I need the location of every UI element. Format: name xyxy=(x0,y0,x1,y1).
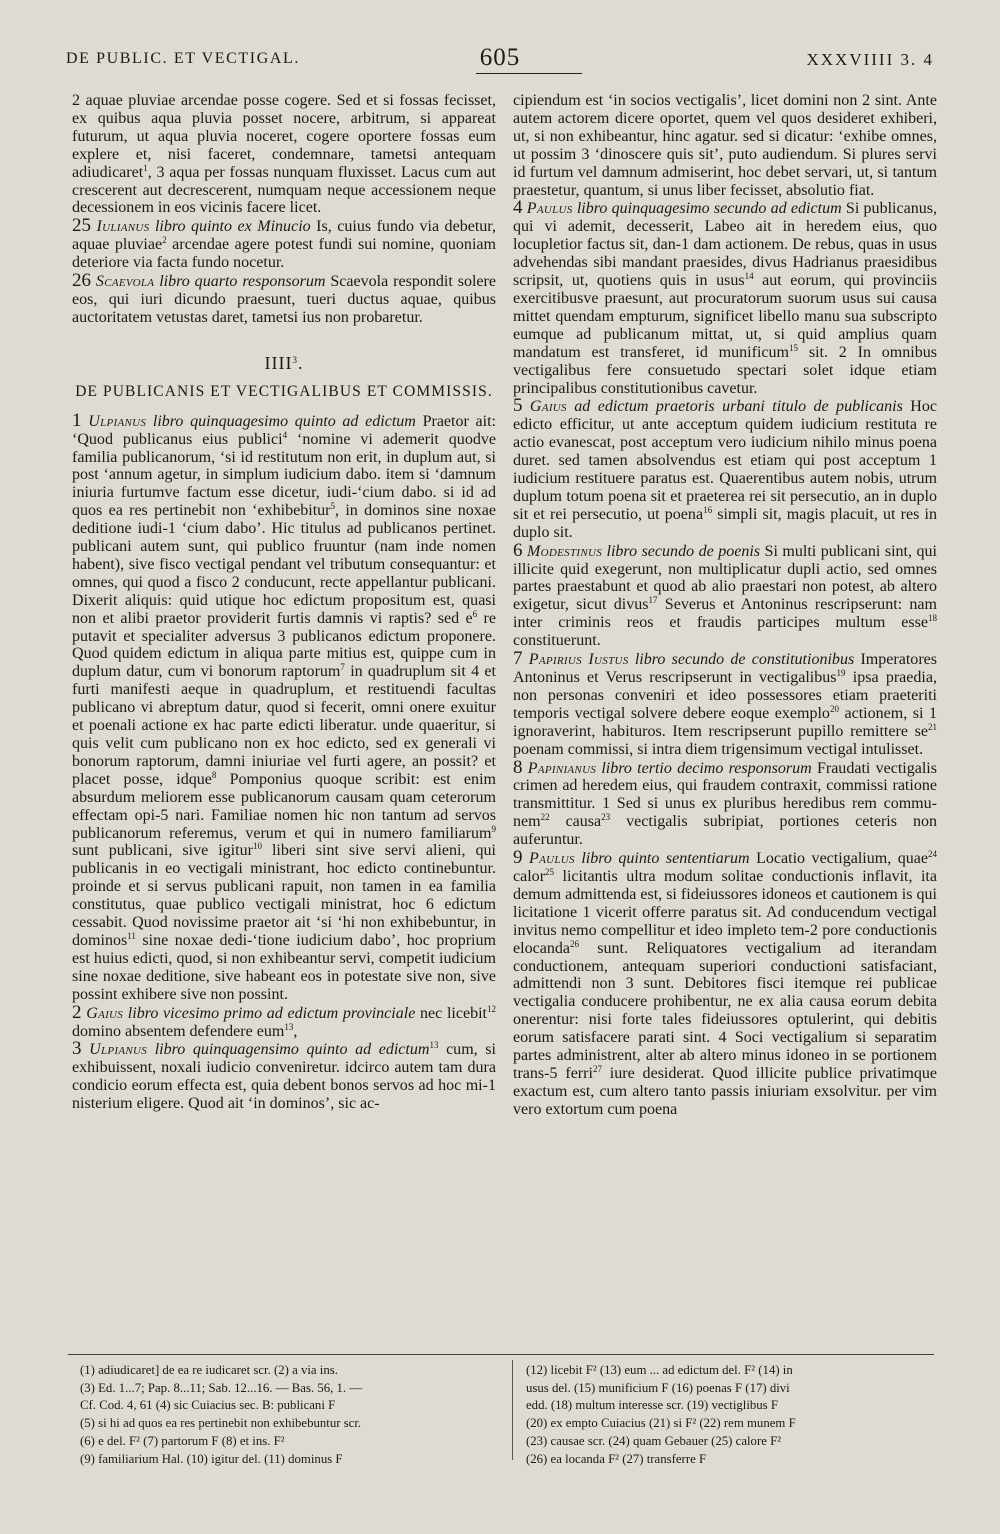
footnote-rule xyxy=(68,1354,934,1355)
fragment-number: 2 xyxy=(72,1001,82,1023)
work-citation: libro quinquagesimo secundo ad edictum xyxy=(576,200,842,218)
work-citation: libro tertio decimo responsorum xyxy=(601,759,812,777)
fragment-1: 1 Ulpianus libro quinquagesimo quinto ad edictum Praetor ait: ‘Quod publicanus eius publici$^4$ ‘nomine vi ademerit quodve familia publicanorum, ‘si id restitutum non erit, in duplum aut, si post ‘annum agetur, in simplum iudicium dabo. item si ‘damnum iniuria furtumve factum esse dicetur, iudi-‘cium dabo. si id ad quos ea res pertinebit non ‘exhibebitur$^5$, in dominos sine noxae deditione iudi-1 ‘cium dabo’. Hic titulus ad publicanos pertinet. publicani autem sunt, qui publico fruuntur (nam inde nomen habent), sive fisco vectigal pendant vel tributum consequantur: et omnes, qui quod a fisco 2 conducunt, recte appellantur publicani. Dixerit aliquis: quid utique hoc edictum propositum est, quasi non et alibi praetor providerit furtis damnis vi raptis? sed $e^6$ re putavit et specialiter adversus 3 publicanos edictum proponere. Quod quidem edictum in aliqua parte mitius est, quippe cum in duplum datur, cum vi bonorum raptorum$^7$ in quadruplum sit 4 et furti manifesti aeque in quadruplum, et restituendi facultas publicano vi abreptum datur, quod si fecerit, omni onere exuitur et poenali actione ex hac parte edicti liberatur. unde quaeritur, si quis velit cum publicano non ex hoc edicto, sed ex generali vi bonorum raptorum, damni iniuriae vel furti agere, an possit? et placet posse, idque$^8$ Pomponius quoque scribit: est enim absurdum meliorem esse publicanorum causam quam ceterorum effectam opi-5 nari. Familiae nomen hic non tantum ad servos publicanorum referemus, verum et qui in numero familiarum$^9$ sunt publicani, sive igitur$^{10}$ liberi sint sive servi alieni, qui publicanis in eo vectigali ministrant, hoc edicto continebuntur. proinde et si servus publicani rapuit, non tamen in ea familia constitutus, quae publico vectigali ministrat, hoc 6 edictum cessabit. Quod novissime praetor ait ‘si ‘hi non exhibebuntur, in dominos$^{11}$ sine noxae dedi-‘tione iudicium dabo’, hoc proprium est huius edicti, quod, si non exhibeantur servi, competit iudicium sine noxae deditione, sive habeant eos in potestate sive non, sive possint exhibere sive non possint. xyxy=(72,409,497,1003)
running-title: DE PUBLIC. ET VECTIGAL. xyxy=(66,50,300,67)
work-citation: libro vicesimo primo ad edictum provinciale xyxy=(127,1004,416,1022)
fragment-number: 6 xyxy=(513,539,523,561)
footnote-line: Cf. Cod. 4, 61 (4) sic Cuiacius sec. B: publicani F xyxy=(80,1398,336,1413)
fragment-4: 4 Paulus libro quinquagesimo secundo ad edictum Si publicanus, qui vi ademit, decesserit, Labeo ait in heredem eius, quo locupletior factus sit, dan-1 dam actionem. De rebus, quas in usus advehendas sibi mandant praesides, divus Hadrianus praesidibus scripsit, ut, quotiens quis in usus$^{14}$ aut eorum, qui provinciis exercitibusve praesunt, aut procuratorum suorum usus sui causa mittet quendam empturum, significet libello manu sua subscripto eumque ad publicanum mittat, ut, si quid amplius quam mandatum est transferet, id munificum$^{15}$ sit. 2 In omnibus vectigalibus fere consuetudo spectari solet idque etiam principalibus constitutionibus cavetur. xyxy=(513,197,937,397)
footnote-line: (3) Ed. 1...7; Pap. 8...11; Sab. 12...16. — Bas. 56, 1. — xyxy=(80,1380,363,1395)
fragment-number: 4 xyxy=(513,197,523,219)
right-column xyxy=(513,92,937,1119)
footnotes-left xyxy=(80,1362,510,1468)
page-number: 605 xyxy=(479,44,521,71)
fragment-number: 1 xyxy=(72,409,82,431)
fragment-2: 2 Gaius libro vicesimo primo ad edictum provinciale nec licebit$^{12}$ domino absentem defendere eum$^{13}$, xyxy=(72,1001,497,1040)
footnote-line: (23) causae scr. (24) quam Gebauer (25) calore F² xyxy=(526,1433,782,1448)
jurist-name: Papirius Iustus xyxy=(528,651,629,669)
header-rule xyxy=(476,73,582,74)
footnote-line: (26) ea locanda F² (27) transferre F xyxy=(526,1451,707,1466)
section-reference: XXXVIIII 3. 4 xyxy=(806,50,934,69)
work-citation: libro secundo de constitutionibus xyxy=(634,651,855,669)
work-citation: libro quinto sententiarum xyxy=(581,850,750,868)
left-column xyxy=(72,92,496,1113)
footnote-line: (1) adiudicaret] de ea re iudicaret scr. (2) a via ins. xyxy=(80,1363,338,1377)
work-citation: libro quarto responsorum xyxy=(159,273,326,291)
fragment-number: 3 xyxy=(72,1038,82,1060)
jurist-name: Paulus xyxy=(526,200,573,218)
work-citation: libro quinquagensimo quinto ad edictum xyxy=(154,1041,430,1059)
jurist-name: Paulus xyxy=(529,850,575,868)
footnote-line: (5) si hi ad quos ea res pertinebit non exhibebuntur scr. xyxy=(80,1416,362,1431)
paragraph-continuation: cipiendum est ‘in socios vectigalis’, licet domini non 2 sint. Ante autem actorem dicere oportet, quem vel quos desideret exhiberi, ut, si non exhibeantur, hinc agatur. sed si dicatur: ‘exhibe omnes, ut possim 3 ‘dinoscere quis sit’, puto audiendum. Si plures servi id furtum vel damnum admiserint, hoc debet servari, ut, si tantum praestetur, quantum, si unus liber fecisset, absolutio fiat. xyxy=(513,92,937,199)
footnote-line: (20) ex empto Cuiacius (21) si F² (22) rem munem F xyxy=(526,1416,796,1431)
fragment-number: 9 xyxy=(513,847,523,869)
jurist-name: Gaius xyxy=(529,398,567,416)
footnote-line: edd. (18) multum interesse scr. (19) vectiglibus F xyxy=(526,1398,778,1413)
work-citation: libro quinquagesimo quinto ad edictum xyxy=(152,412,416,430)
jurist-name: Scaevola xyxy=(95,273,155,291)
fragment-number: 8 xyxy=(513,756,523,778)
work-citation: libro secundo de poenis xyxy=(606,542,761,560)
fragment-9: 9 Paulus libro quinto sententiarum Locatio vectigalium, quae$^{24}$ calor$^{25}$ licitantis ultra modum solitae conductionis inflavit, ita demum admittenda est, si fideiussores idoneos et cautionem is qui licitatione 1 vicerit offerre paratus sit. Ad conducendum vectigal invitus nemo compellitur et ideo impleto tem-2 pore conductionis elocanda$^{26}$ sunt. Reliquatores vectigalium ad iterandam conductionem, antequam superiori conductioni satisfaciant, admittendi non 3 sunt. Debitores fisci itemque rei publicae vectigalia conducere prohibentur, ne ex alia causa eorum debita onerentur: nisi forte tales fideiussores optulerint, qui debitis eorum satisfacere parati sint. 4 Soci vectigalium si separatim partes administrent, alter ab altero minus idoneo in se portionem trans-5 ferri$^{27}$ iure desiderat. Quod illicite publice privatimque exactum est, cum altero tanto passis iniuriam exsolvitur. per vim vero extortum cum poena xyxy=(513,847,938,1118)
footnote-line: (6) e del. F² (7) partorum F (8) et ins. F² xyxy=(80,1433,285,1448)
fragment-8: 8 Papinianus libro tertio decimo responsorum Fraudati vectigalis crimen ad heredem eius, qui fraudem contraxit, commissi ratione transmittitur. 1 Sed si unus ex pluribus heredibus rem commu-nem$^{22}$ causa$^{23}$ vectigalis subripiat, portiones ceteris non auferuntur. xyxy=(513,756,938,849)
jurist-name: Ulpianus xyxy=(88,412,147,430)
fragment-3: 3 Ulpianus libro quinquagensimo quinto ad edictum$^{13}$ cum, si exhibuissent, noxali iudicio conveniretur. idcirco autem tam dura condicio eorum effecta est, quia debent bonos servos ad hoc mi-1 nisterium eligere. Quod ait ‘in dominos’, sic ac- xyxy=(72,1038,496,1113)
fragment-number: 26 xyxy=(72,270,91,292)
fragment-number: 7 xyxy=(513,648,523,670)
jurist-name: Papinianus xyxy=(527,759,597,777)
paragraph-continuation: 2 aquae pluviae arcendae posse cogere. Sed et si fossas fecisset, ex quibus aqua pluvia posset nocere, arbitrum, si appareat futurum, ut aqua pluvia noceret, cogere oportere fossas eum explere et, nisi faceret, condemnare, tametsi antequam adiudicaret$^1$, 3 aqua per fossas nunquam fluxisset. Lacus cum aut crescerent aut decrescerent, numquam neque accessionem neque decessionem in eos vicinis facere licet. xyxy=(72,92,496,217)
title-heading: DE PUBLICANIS ET VECTIGALIBUS ET COMMISSIS. xyxy=(75,382,493,400)
jurist-name: Gaius xyxy=(86,1004,124,1022)
fragment-5: 5 Gaius ad edictum praetoris urbani titulo de publicanis Hoc edicto efficitur, ut ante acceptum quidem iudicium restituta re actio evanescat, post acceptum vero iudicium nihilo minus poena duret. sed tamen absolvendus est etiam qui post acceptum 1 iudicium restituere paratus est. Quaerentibus autem nobis, utrum duplum totum poena sit et praeterea rei sit persecutio, an in duplo sit et rei persecutio, ut poena$^{16}$ simpli sit, magis placuit, ut res in duplo sit. xyxy=(513,395,937,541)
jurist-name: Modestinus xyxy=(526,542,603,560)
fragment-7: 7 Papirius Iustus libro secundo de constitutionibus Imperatores Antoninus et Verus rescripserunt in vectigalibus$^{19}$ ipsa praedia, non personas conveniri et ideo possessores etiam praeteriti temporis vectigal solvere debere eoque exemplo$^{20}$ actionem, si 1 ignoraverint, habituros. Item rescripserunt pupillo remittere $se^{21}$ poenam commissi, si intra diem trigensimum vectigal intulisset. xyxy=(513,648,938,758)
fragment-number: 5 xyxy=(513,395,523,417)
title-number: IIII$^3$. xyxy=(264,352,304,373)
footnote-line: usus del. (15) munificium F (16) poenas F (17) divi xyxy=(526,1380,790,1395)
footnote-line: (12) licebit F² (13) eum ... ad edictum del. F² (14) in xyxy=(526,1363,793,1377)
fragment-25: 25 Iulianus libro quinto ex Minucio Is, cuius fundo via debetur, aquae pluviae$^2$ arcendae agere potest fundi sui nomine, quoniam deteriore via facta fundo nocetur. xyxy=(72,215,496,272)
fragment-6: 6 Modestinus libro secundo de poenis Si multi publicani sint, qui illicite quid exegerunt, non multiplicatur dupli actio, sed omnes partes praestabunt et quod ab alio praestari non potest, ab altero exigetur, sicut divus$^{17}$ Severus et Antoninus rescripserunt: nam inter criminis reos et fraudis participes multum esse$^{18}$ constituerunt. xyxy=(513,539,938,650)
work-citation: libro quinto ex Minucio xyxy=(154,218,311,236)
footnote-column-divider xyxy=(512,1360,513,1460)
work-citation: ad edictum praetoris urbani titulo de publicanis xyxy=(574,398,903,416)
jurist-name: Iulianus xyxy=(96,218,150,236)
footnote-line: (9) familiarium Hal. (10) igitur del. (11) dominus F xyxy=(80,1451,343,1466)
footnotes-right xyxy=(526,1362,946,1468)
fragment-number: 25 xyxy=(72,215,91,237)
jurist-name: Ulpianus xyxy=(89,1041,148,1059)
fragment-26: 26 Scaevola libro quarto responsorum Scaevola respondit solere eos, qui iuri dicundo praesunt, tueri ductus aquae, quibus auctoritatem vetustas daret, tametsi ius non probaretur. xyxy=(72,270,496,326)
